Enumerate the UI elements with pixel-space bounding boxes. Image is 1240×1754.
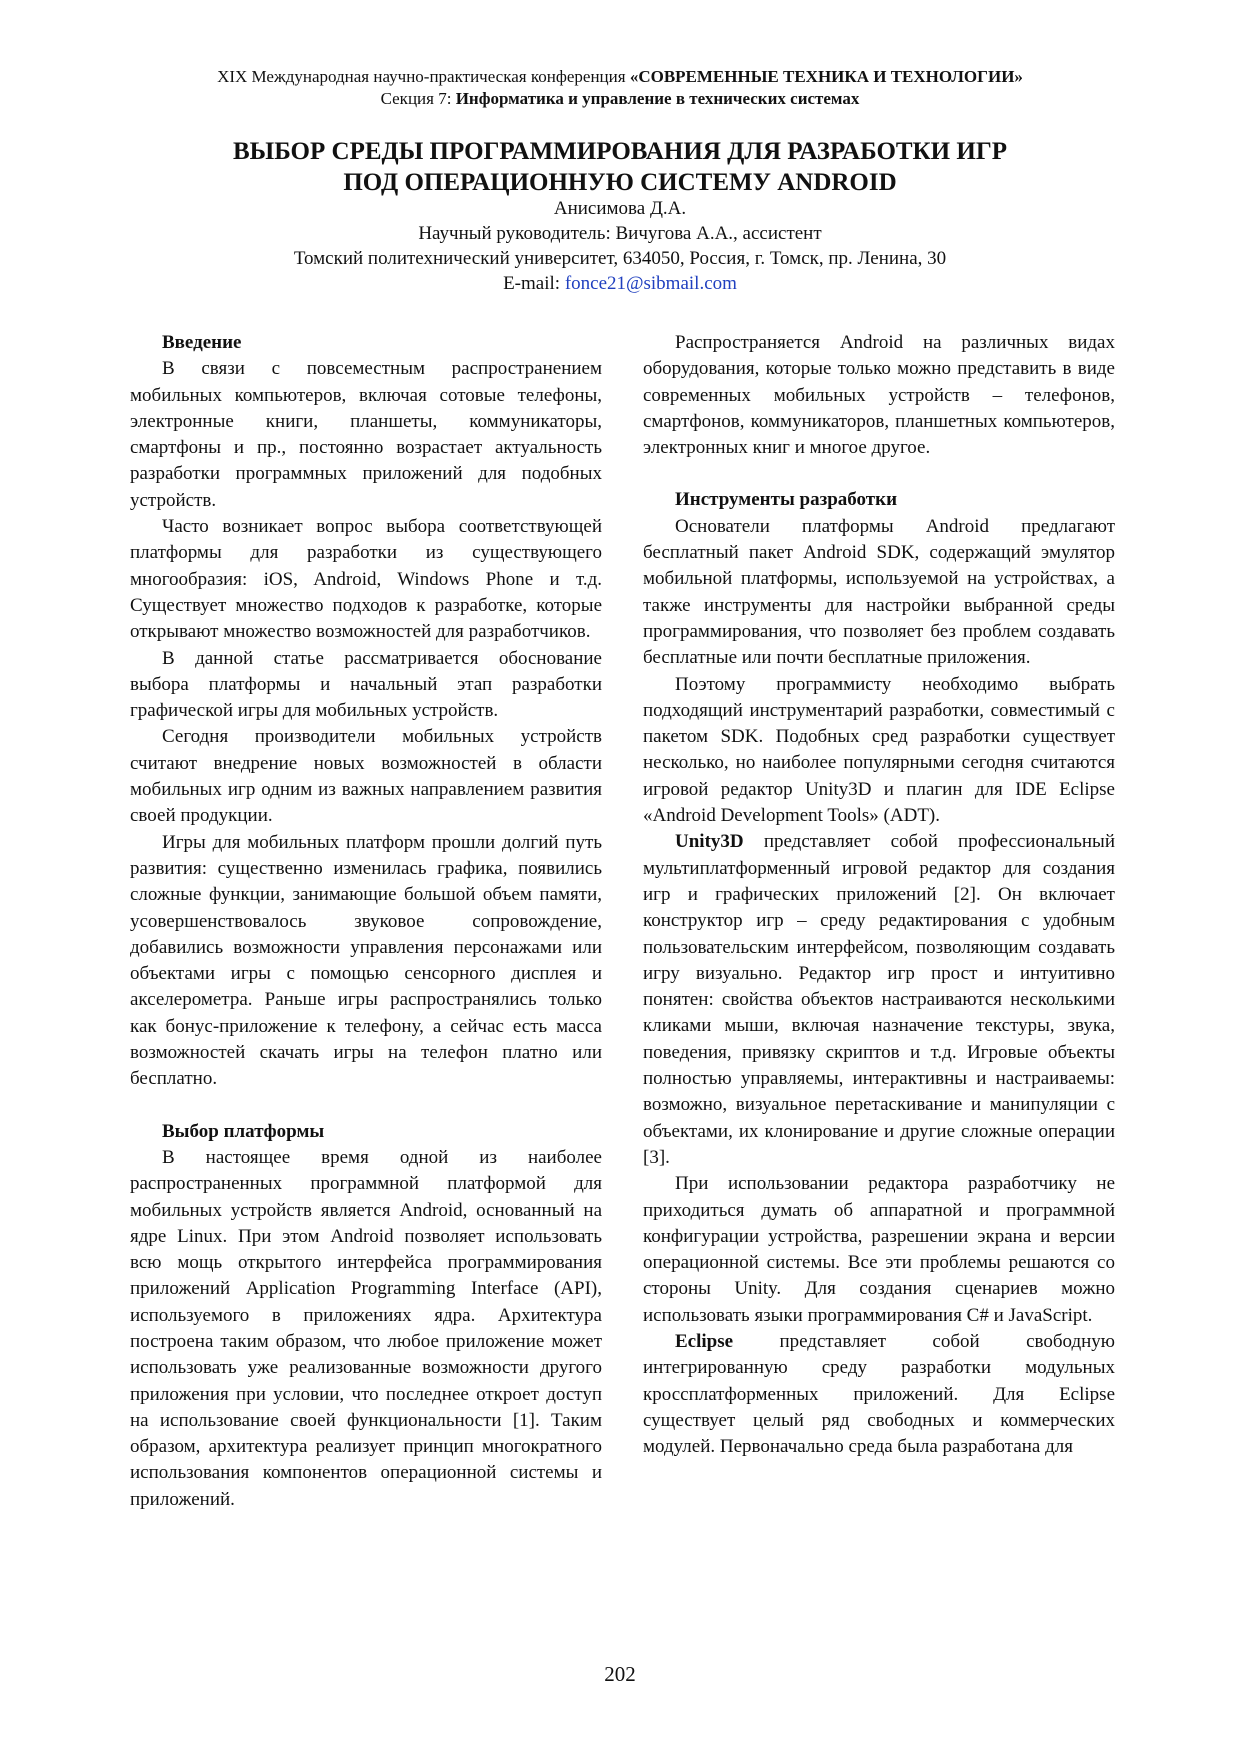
conference-line	[0, 66, 1240, 88]
section-name: Информатика и управление в технических системах	[455, 89, 860, 108]
unity-paragraph-1	[643, 829, 1115, 1171]
tools-paragraph-2: Поэтому программисту необходимо выбрать подходящий инструментарий разработки, совместимый с пакетом SDK. Подобных сред разработки существует несколько, но наиболее популярными сегодня считаются игровой редактор Unity3D и плагин для IDE Eclipse «Android Development Tools» (ADT).	[643, 673, 1115, 827]
eclipse-lead-term: Eclipse	[675, 1330, 734, 1352]
conference-name: «СОВРЕМЕННЫЕ ТЕХНИКА И ТЕХНОЛОГИИ»	[629, 67, 1023, 86]
section-gap	[643, 461, 1115, 487]
intro-paragraph-4: Сегодня производители мобильных устройств считают внедрение новых возможностей в области мобильных игр одним из важных направлением развития своей продукции.	[130, 726, 602, 827]
left-column	[130, 330, 602, 1513]
affiliation: Томский политехнический университет, 634050, Россия, г. Томск, пр. Ленина, 30	[293, 248, 947, 269]
intro-heading: Введение	[162, 332, 242, 353]
tools-heading: Инструменты разработки	[675, 489, 898, 511]
eclipse-paragraph-1	[643, 1329, 1115, 1460]
platform-heading: Выбор платформы	[162, 1120, 325, 1142]
right-column	[643, 330, 1115, 1460]
page-number: 202	[604, 1662, 636, 1686]
supervisor: Научный руководитель: Вичугова А.А., ассистент	[418, 223, 822, 244]
spread-paragraph: Распространяется Android на различных видах оборудования, которые только можно представить в виде современных мобильных устройств – телефонов, смартфонов, коммуникаторов, планшетных компьютеров, электронных книг и многое другое.	[643, 332, 1115, 459]
author: Анисимова Д.А.	[553, 198, 687, 219]
unity-paragraph-1-text: представляет собой профессиональный мультиплатформенный игровой редактор для создания игр и графических приложений [2]. Он включает конструктор игр – среду редактирования с удобным пользовательским интерфейсом, позволяющим создавать игру визуально. Редактор игр прост и интуитивно понятен: свойства объектов настраиваются несколькими кликами мыши, включая назначение текстуры, звука, поведения, привязку скриптов и т.д. Игровые объекты полностью управляемы, интерактивны и настраиваемы: возможно, визуальное перетаскивание и манипуляции с объектами, их клонирование и другие сложные операции [3].	[643, 831, 1115, 1168]
tools-paragraph-1: Основатели платформы Android предлагают бесплатный пакет Android SDK, содержащий эмулятор мобильной платформы, используемой на устройствах, а также инструменты для настройки выбранной среды программирования, что позволяет без проблем создавать бесплатные или почти бесплатные приложения.	[643, 515, 1115, 669]
email-link[interactable]: fonce21@sibmail.com	[564, 273, 737, 294]
article-title	[0, 136, 1240, 198]
title-line-2: ПОД ОПЕРАЦИОННУЮ СИСТЕМУ ANDROID	[343, 169, 897, 196]
section-gap	[130, 1093, 602, 1119]
intro-paragraph-1: В связи с повсеместным распространением мобильных компьютеров, включая сотовые телефоны, электронные книги, планшеты, коммуникаторы, смартфоны и пр., постоянно возрастает актуальность разработки программных приложений для подобных устройств.	[130, 358, 602, 511]
unity-paragraph-2: При использовании редактора разработчику не приходиться думать об аппаратной и программной конфигурации устройства, разрешении экрана и версии операционной системы. Все эти проблемы решаются со стороны Unity. Для создания сценариев можно использовать языки программирования C# и JavaScript.	[643, 1173, 1115, 1326]
conference-prefix: XIX Международная научно-практическая конференция	[217, 67, 630, 86]
intro-paragraph-3: В данной статье рассматривается обоснование выбора платформы и начальный этап разработки графической игры для мобильных устройств.	[130, 647, 602, 722]
email-line	[0, 271, 1240, 296]
platform-paragraph-1: В настоящее время одной из наиболее распространенных программной платформой для мобильных устройств является Android, основанный на ядре Linux. При этом Android позволяет использовать всю мощь открытого интерфейса программирования приложений Application Programming Interface (API), используемого в приложениях ядра. Архитектура построена таким образом, что любое приложение может использовать уже реализованные возможности другого приложения при условии, что последнее откроет доступ на использование своей функциональности [1]. Таким образом, архитектура реализует принцип многократного использования компонентов операционной системы и приложений.	[130, 1146, 602, 1510]
intro-paragraph-2: Часто возникает вопрос выбора соответствующей платформы для разработки из существующего многообразия: iOS, Android, Windows Phone и т.д. Существует множество подходов к разработке, которые открывают множество возможностей для разработчиков.	[130, 516, 602, 643]
intro-paragraph-5: Игры для мобильных платформ прошли долгий путь развития: существенно изменилась графика, появились сложные функции, занимающие большой объем памяти, усовершенствовалось звуковое сопровождение, добавились возможности управления персонажами или объектами игры с помощью сенсорного дисплея и акселерометра. Раньше игры распространялись только как бонус-приложение к телефону, а сейчас есть масса возможностей скачать игры на телефон платно или бесплатно.	[130, 831, 602, 1090]
eclipse-paragraph-1-text: представляет собой свободную интегрированную среду разработки модульных кроссплатформенных приложений. Для Eclipse существует целый ряд свободных и коммерческих модулей. Первоначально среда была разработана для	[643, 1330, 1115, 1458]
section-line	[0, 88, 1240, 110]
unity-lead-term: Unity3D	[675, 831, 744, 853]
section-prefix: Секция 7:	[380, 89, 456, 108]
title-line-1: ВЫБОР СРЕДЫ ПРОГРАММИРОВАНИЯ ДЛЯ РАЗРАБОТКИ ИГР	[232, 138, 1008, 165]
email-label: E-mail:	[503, 273, 565, 294]
